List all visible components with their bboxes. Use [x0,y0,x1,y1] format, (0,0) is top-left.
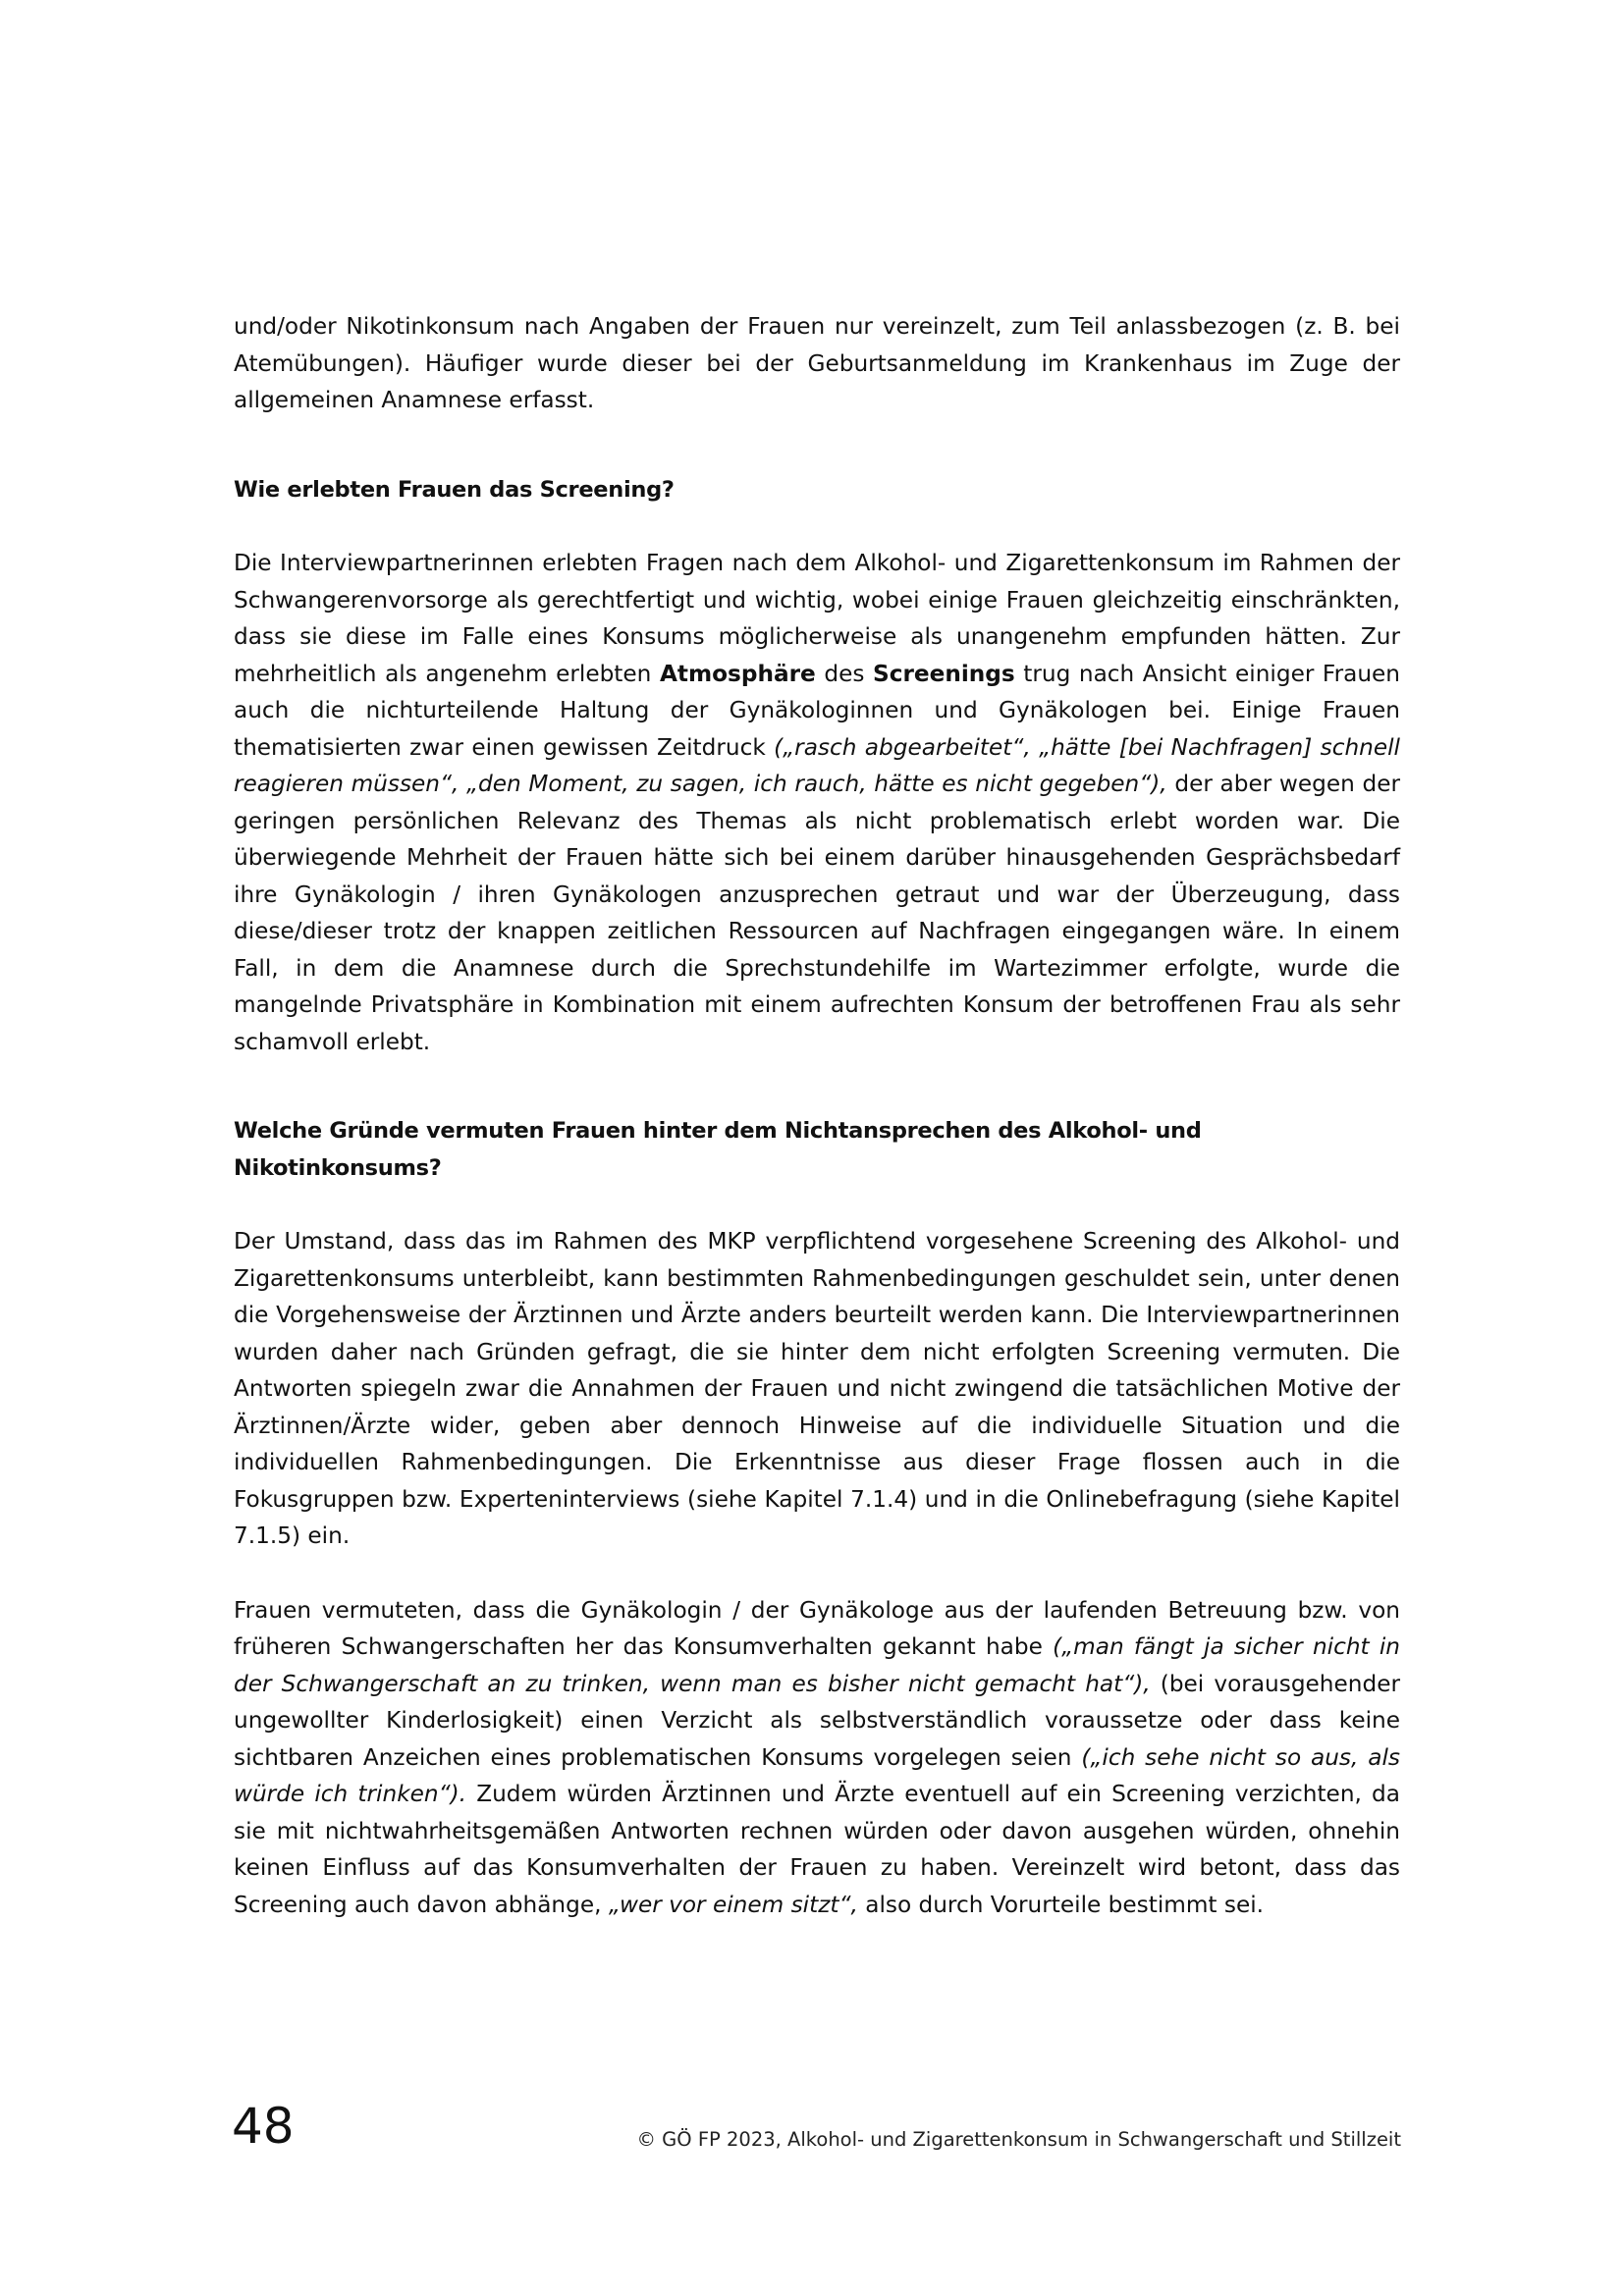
interview-quote: („man fängt ja sicher nicht in der Schwangerschaft an zu trinken, wenn man es bisher nicht gemacht hat“), [234,1633,1401,1697]
footer-citation: © GÖ FP 2023, Alkohol- und Zigarettenkonsum in Schwangerschaft und Stillzeit [636,2128,1401,2151]
intro-paragraph: und/oder Nikotinkonsum nach Angaben der Frauen nur vereinzelt, zum Teil anlassbezogen (z. B. bei Atemübungen). Häufiger wurde dieser bei der Geburtsanmeldung im Krankenhaus im Zuge der allgemeinen Anamnese erfasst. [234,313,1400,413]
text-span: des [815,660,873,687]
document-body [234,308,1400,1923]
bold-term-atmosphaere: Atmosphäre [659,660,816,687]
text-span: Frauen vermuteten, dass die Gynäkologin / der Gynäkologe aus der laufenden Betreuung bzw. von früheren Schwangerschaften her das Konsumverhalten gekannt habe [234,1596,1400,1660]
paragraph-reasons-assumptions [234,1592,1400,1924]
section-heading-screening: Wie erlebten Frauen das Screening? [234,476,675,503]
text-span: also durch Vorurteile bestimmt sei. [857,1891,1265,1918]
page-number: 48 [232,2098,295,2155]
interview-quote: („rasch abgearbeitet“, „hätte [bei Nachfragen] schnell reagieren müssen“, „den Moment, zu sagen, ich rauch, hätte es nicht gegeben“), [234,733,1400,797]
interview-quote: „wer vor einem sitzt“, [608,1891,858,1918]
bold-term-screenings: Screenings [873,660,1015,687]
paragraph-screening-experience [234,545,1400,1060]
text-span: der aber wegen der geringen persönlichen Relevanz des Themas als nicht problematisch erlebt worden war. Die überwiegende Mehrheit der Frauen hätte sich bei einem darüber hinausgehenden Gesprächsbedarf ihre Gynäkologin / ihren Gynäkologen anzusprechen getraut und war der Überzeugung, dass diese/dieser trotz der knappen zeitlichen Ressourcen auf Nachfragen eingegangen wäre. In einem Fall, in dem die Anamnese durch die Sprechstundehilfe im Wartezimmer erfolgte, wurde die mangelnde Privatsphäre in Kombination mit einem aufrechten Konsum der betroffenen Frau als sehr schamvoll erlebt. [234,771,1401,1055]
section-heading-reasons: Welche Gründe vermuten Frauen hinter dem Nichtansprechen des Alkohol- und Nikotinkonsums? [234,1118,1202,1181]
text-span: Die Interviewpartnerinnen erlebten Fragen nach dem Alkohol- und Zigarettenkonsum im Rahmen der Schwangerenvorsorge als gerechtfertigt und wichtig, wobei einige Frauen gleichzeitig einschränkten, dass sie diese im Falle eines Konsums möglicherweise als unangenehm empfunden hätten. Zur mehrheitlich als angenehm erlebten [234,550,1400,687]
text-span: (bei vorausgehender ungewollter Kinderlosigkeit) einen Verzicht als selbstverständlich voraussetze oder dass keine sichtbaren Anzeichen eines problematischen Konsums vorgelegen seien [234,1670,1400,1771]
interview-quote: („ich sehe nicht so aus, als würde ich trinken“). [234,1743,1400,1807]
text-span: Zudem würden Ärztinnen und Ärzte eventuell auf ein Screening verzichten, da sie mit nichtwahrheitsgemäßen Antworten rechnen würden oder davon ausgehen würden, ohnehin keinen Einfluss auf das Konsumverhalten der Frauen zu haben. Vereinzelt wird betont, dass das Screening auch davon abhänge, [234,1781,1400,1918]
text-span: trug nach Ansicht einiger Frauen auch die nichturteilende Haltung der Gynäkologinnen und Gynäkologen bei. Einige Frauen thematisierten zwar einen gewissen Zeitdruck [234,660,1400,761]
paragraph-reasons-intro: Der Umstand, dass das im Rahmen des MKP verpflichtend vorgesehene Screening des Alkohol- und Zigarettenkonsums unterbleibt, kann bestimmten Rahmenbedingungen geschuldet sein, unter denen die Vorgehensweise der Ärztinnen und Ärzte anders beurteilt werden kann. Die Interviewpartnerinnen wurden daher nach Gründen gefragt, die sie hinter dem nicht erfolgten Screening vermuten. Die Antworten spiegeln zwar die Annahmen der Frauen und nicht zwingend die tatsächlichen Motive der Ärztinnen/Ärzte wider, geben aber dennoch Hinweise auf die individuelle Situation und die individuellen Rahmenbedingungen. Die Erkenntnisse aus dieser Frage flossen auch in die Fokusgruppen bzw. Experteninterviews (siehe Kapitel 7.1.4) und in die Onlinebefragung (siehe Kapitel 7.1.5) ein. [234,1228,1400,1549]
